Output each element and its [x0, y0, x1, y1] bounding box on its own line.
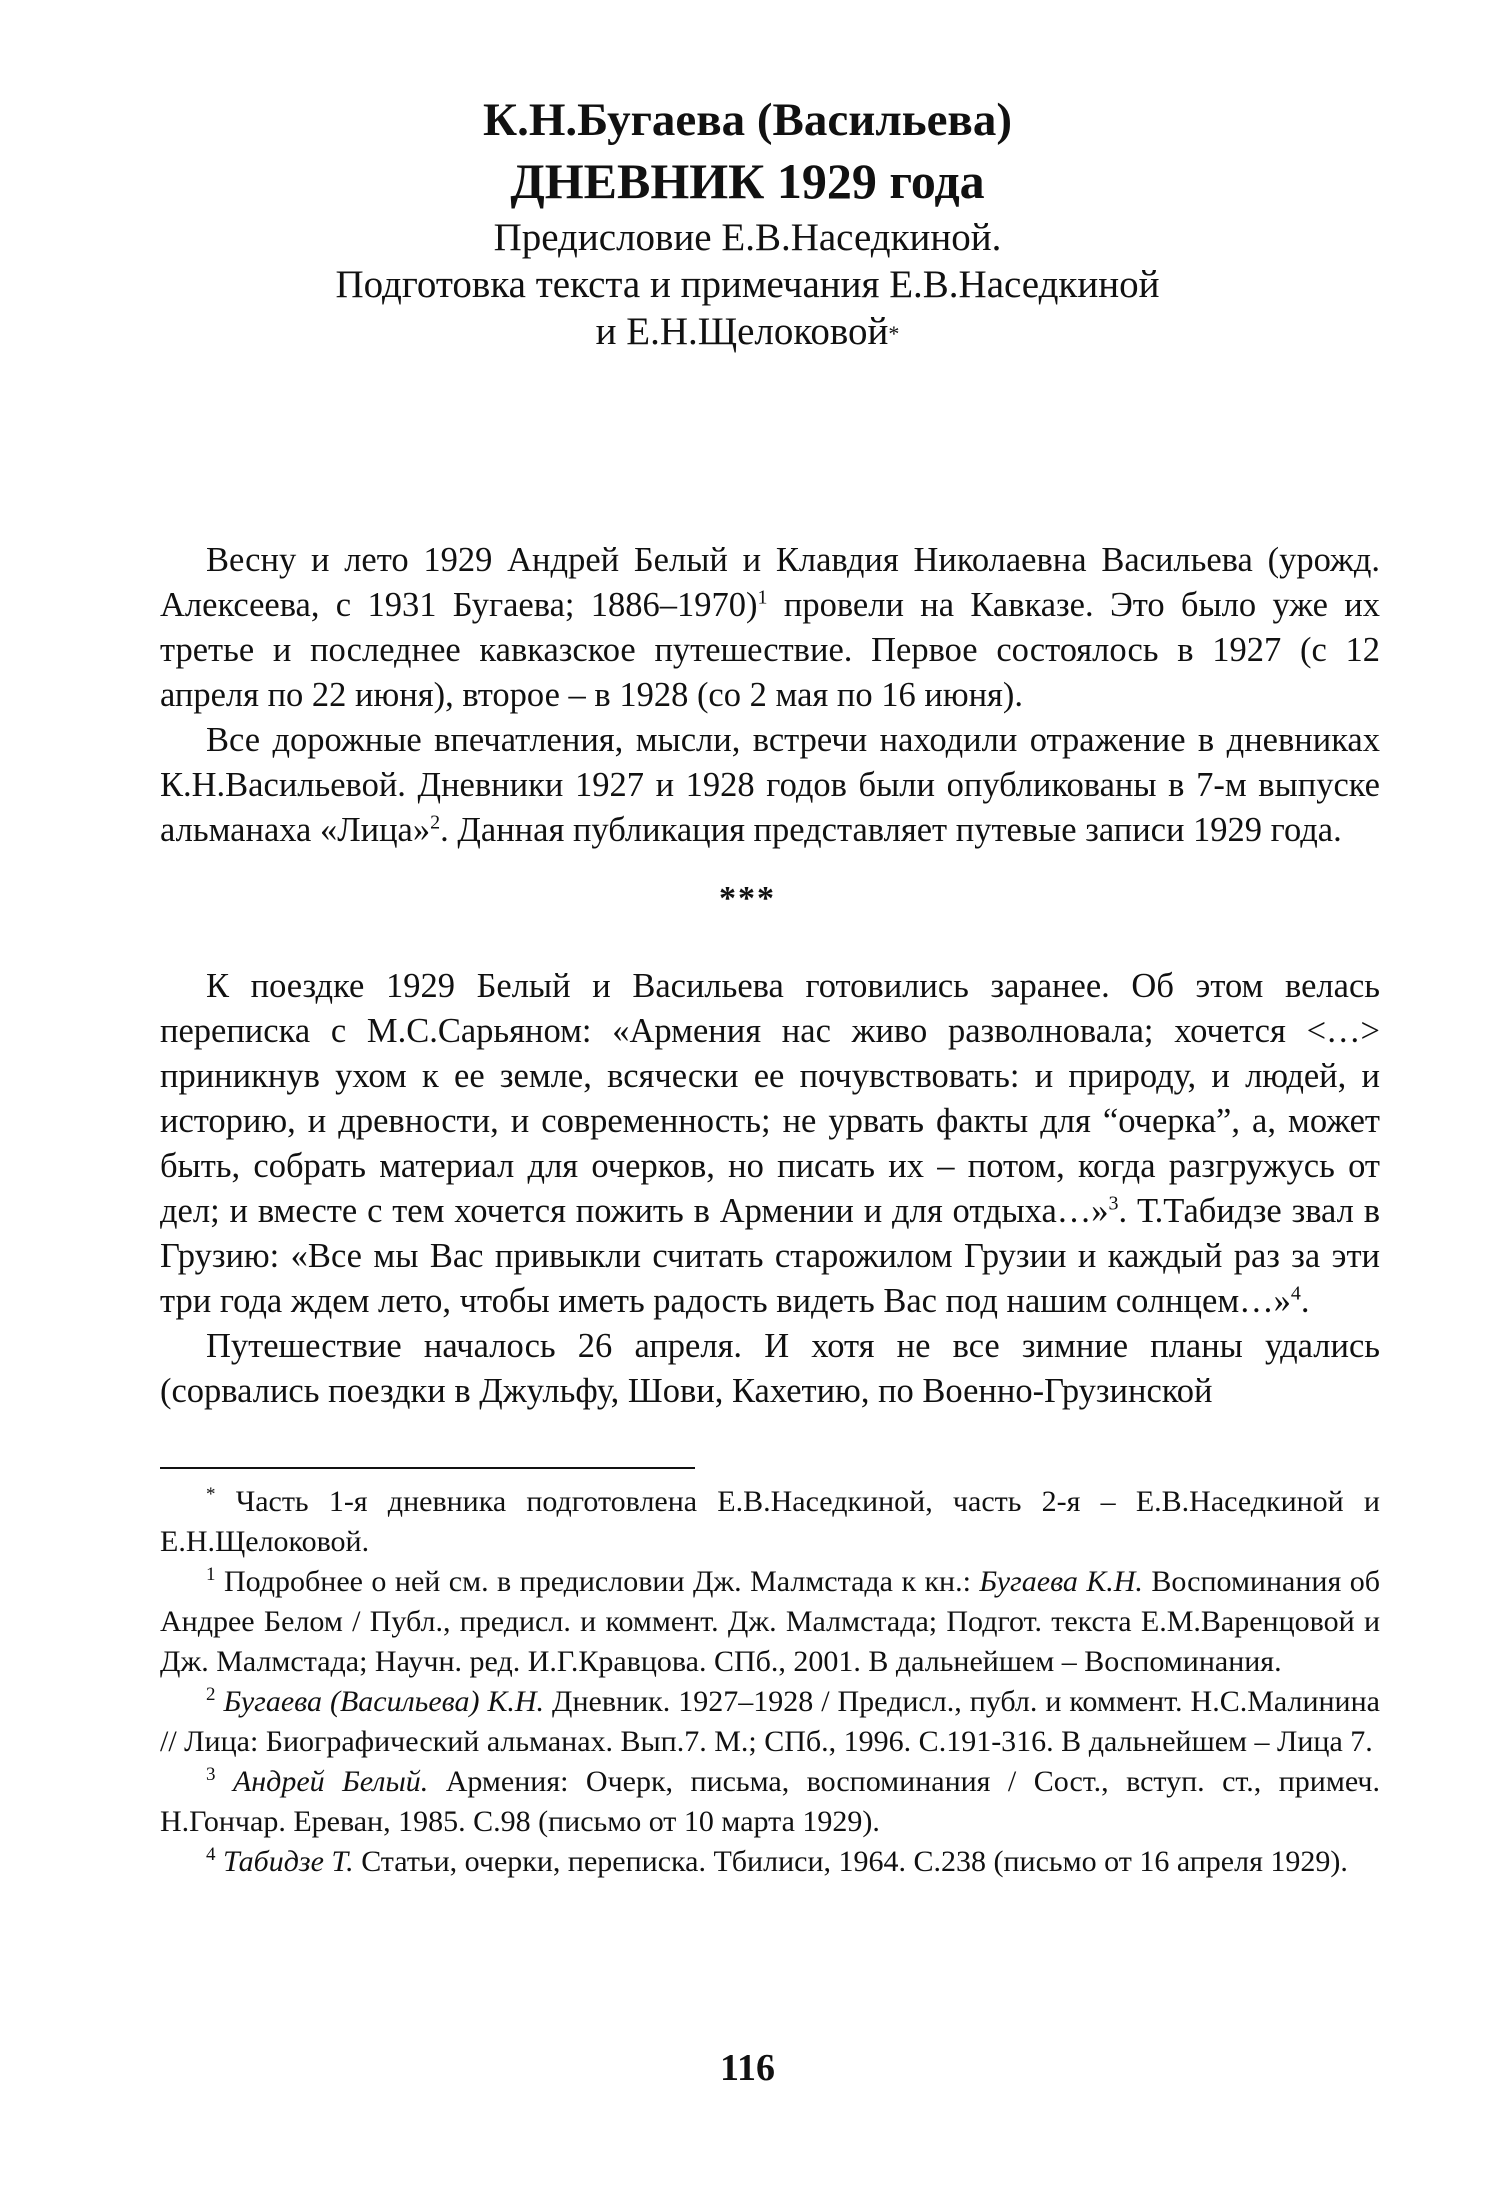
paragraph-2-text-a: Все дорожные впечатления, мысли, встречи находили отражение в дневниках К.Н.Васильевой. Дневники 1927 и 1928 годов были опубликованы в 7-м выпуске альманаха «Лица» [160, 721, 1380, 849]
footnotes [160, 1482, 1380, 1882]
footnote-ref-star: * [888, 321, 900, 346]
footnote-1-text-a: Подробнее о ней см. в предисловии Дж. Малмстада к кн.: [215, 1565, 980, 1598]
preface-section [160, 538, 1380, 853]
footnote-3-text: Армения: Очерк, письма, воспоминания / Сост., вступ. ст., примеч. Н.Гончар. Ереван, 1985. С.98 (письмо от 10 марта 1929). [160, 1765, 1380, 1838]
footnote-1-italic: Бугаева К.Н. [979, 1565, 1143, 1598]
footnote-3 [160, 1762, 1380, 1842]
paragraph-3-text-b: . Т.Табидзе звал в Грузию: «Все мы Вас привыкли считать старожилом Грузии и каждый раз за эти три года ждем лето, чтобы иметь радость видеть Вас под нашим солнцем…» [160, 1192, 1380, 1320]
credit-coauthor-text: и Е.Н.Щелоковой [595, 310, 889, 353]
article-title: ДНЕВНИК 1929 года [510, 153, 985, 209]
page-number: 116 [720, 2047, 775, 2089]
paragraph-1-text-b: провели на Кавказе. Это было уже их третье и последнее кавказское путешествие. Первое состоялось в 1927 (с 12 апреля по 22 июня), второе – в 1928 (со 2 мая по 16 июня). [160, 586, 1380, 714]
paragraph-4: Путешествие началось 26 апреля. И хотя не все зимние планы удались (сорвались поездки в Джульфу, Шови, Кахетию, по Военно-Грузинской [160, 1327, 1380, 1410]
footnote-star-text: Часть 1-я дневника подготовлена Е.В.Наседкиной, часть 2-я – Е.В.Наседкиной и Е.Н.Щелоковой. [160, 1485, 1380, 1558]
footnote-2-mark: 2 [206, 1684, 216, 1705]
section-separator: *** [719, 880, 776, 917]
paragraph-3-text-a: К поездке 1929 Белый и Васильева готовились заранее. Об этом велась переписка с М.С.Сарьяном: «Армения нас живо разволновала; хочется <…> приникнув ухом к ее земле, всячески ее почувствовать: и природу, и людей, и историю, и древности, и современность; не урвать факты для “очерка”, а, может быть, собрать материал для очерков, но писать их – потом, когда разгружусь от дел; и вместе с тем хочется пожить в Армении и для отдыха…» [160, 967, 1380, 1230]
article-author: К.Н.Бугаева (Васильева) [483, 94, 1012, 146]
credit-line-preface: Предисловие Е.В.Наседкиной. [493, 216, 1002, 259]
paragraph-1-text-a: Весну и лето 1929 Андрей Белый и Клавдия Николаевна Васильева (урожд. Алексеева, с 1931 Бугаева; 1886–1970) [160, 541, 1380, 624]
footnote-4-italic: Табидзе Т. [215, 1845, 354, 1878]
footnote-star [160, 1482, 1380, 1562]
footnote-divider [160, 1467, 695, 1469]
article-credits [0, 214, 1495, 355]
article-header [0, 92, 1495, 355]
footnote-ref-1: 1 [757, 586, 768, 609]
footnote-ref-2: 2 [430, 811, 441, 834]
footnote-2-text: Дневник. 1927–1928 / Предисл., публ. и коммент. Н.С.Малинина // Лица: Биографический альманах. Вып.7. М.; СПб., 1996. С.191-316. В дальнейшем – Лица 7. [160, 1685, 1380, 1758]
credit-line-preparation: Подготовка текста и примечания Е.В.Наседкиной [335, 263, 1160, 306]
footnote-1 [160, 1562, 1380, 1682]
footnote-3-italic: Андрей Белый. [215, 1765, 429, 1798]
footnote-4-mark: 4 [206, 1844, 216, 1865]
footnote-star-mark: * [206, 1484, 216, 1505]
paragraph-3 [160, 964, 1380, 1324]
footnote-1-text-b: Воспоминания об Андрее Белом / Публ., предисл. и коммент. Дж. Малмстада; Подгот. текста Е.М.Варенцовой и Дж. Малмстада; Научн. ред. И.Г.Кравцова. СПб., 2001. В дальнейшем – Воспоминания. [160, 1565, 1380, 1678]
footnote-ref-4: 4 [1290, 1282, 1301, 1305]
credit-line-coauthor [0, 308, 1495, 355]
paragraph-2-text-b: . Данная публикация представляет путевые записи 1929 года. [440, 811, 1342, 849]
footnote-4 [160, 1842, 1380, 1882]
footnote-ref-3: 3 [1108, 1192, 1119, 1215]
paragraph-2 [160, 718, 1380, 853]
paragraph-3-text-c: . [1300, 1282, 1310, 1320]
footnote-4-text: Статьи, очерки, переписка. Тбилиси, 1964. С.238 (письмо от 16 апреля 1929). [353, 1845, 1348, 1878]
footnote-3-mark: 3 [206, 1764, 216, 1785]
main-section [160, 964, 1380, 1414]
footnote-2-italic: Бугаева (Васильева) К.Н. [215, 1685, 545, 1718]
footnote-1-mark: 1 [206, 1564, 216, 1585]
paragraph-1 [160, 538, 1380, 718]
footnote-2 [160, 1682, 1380, 1762]
